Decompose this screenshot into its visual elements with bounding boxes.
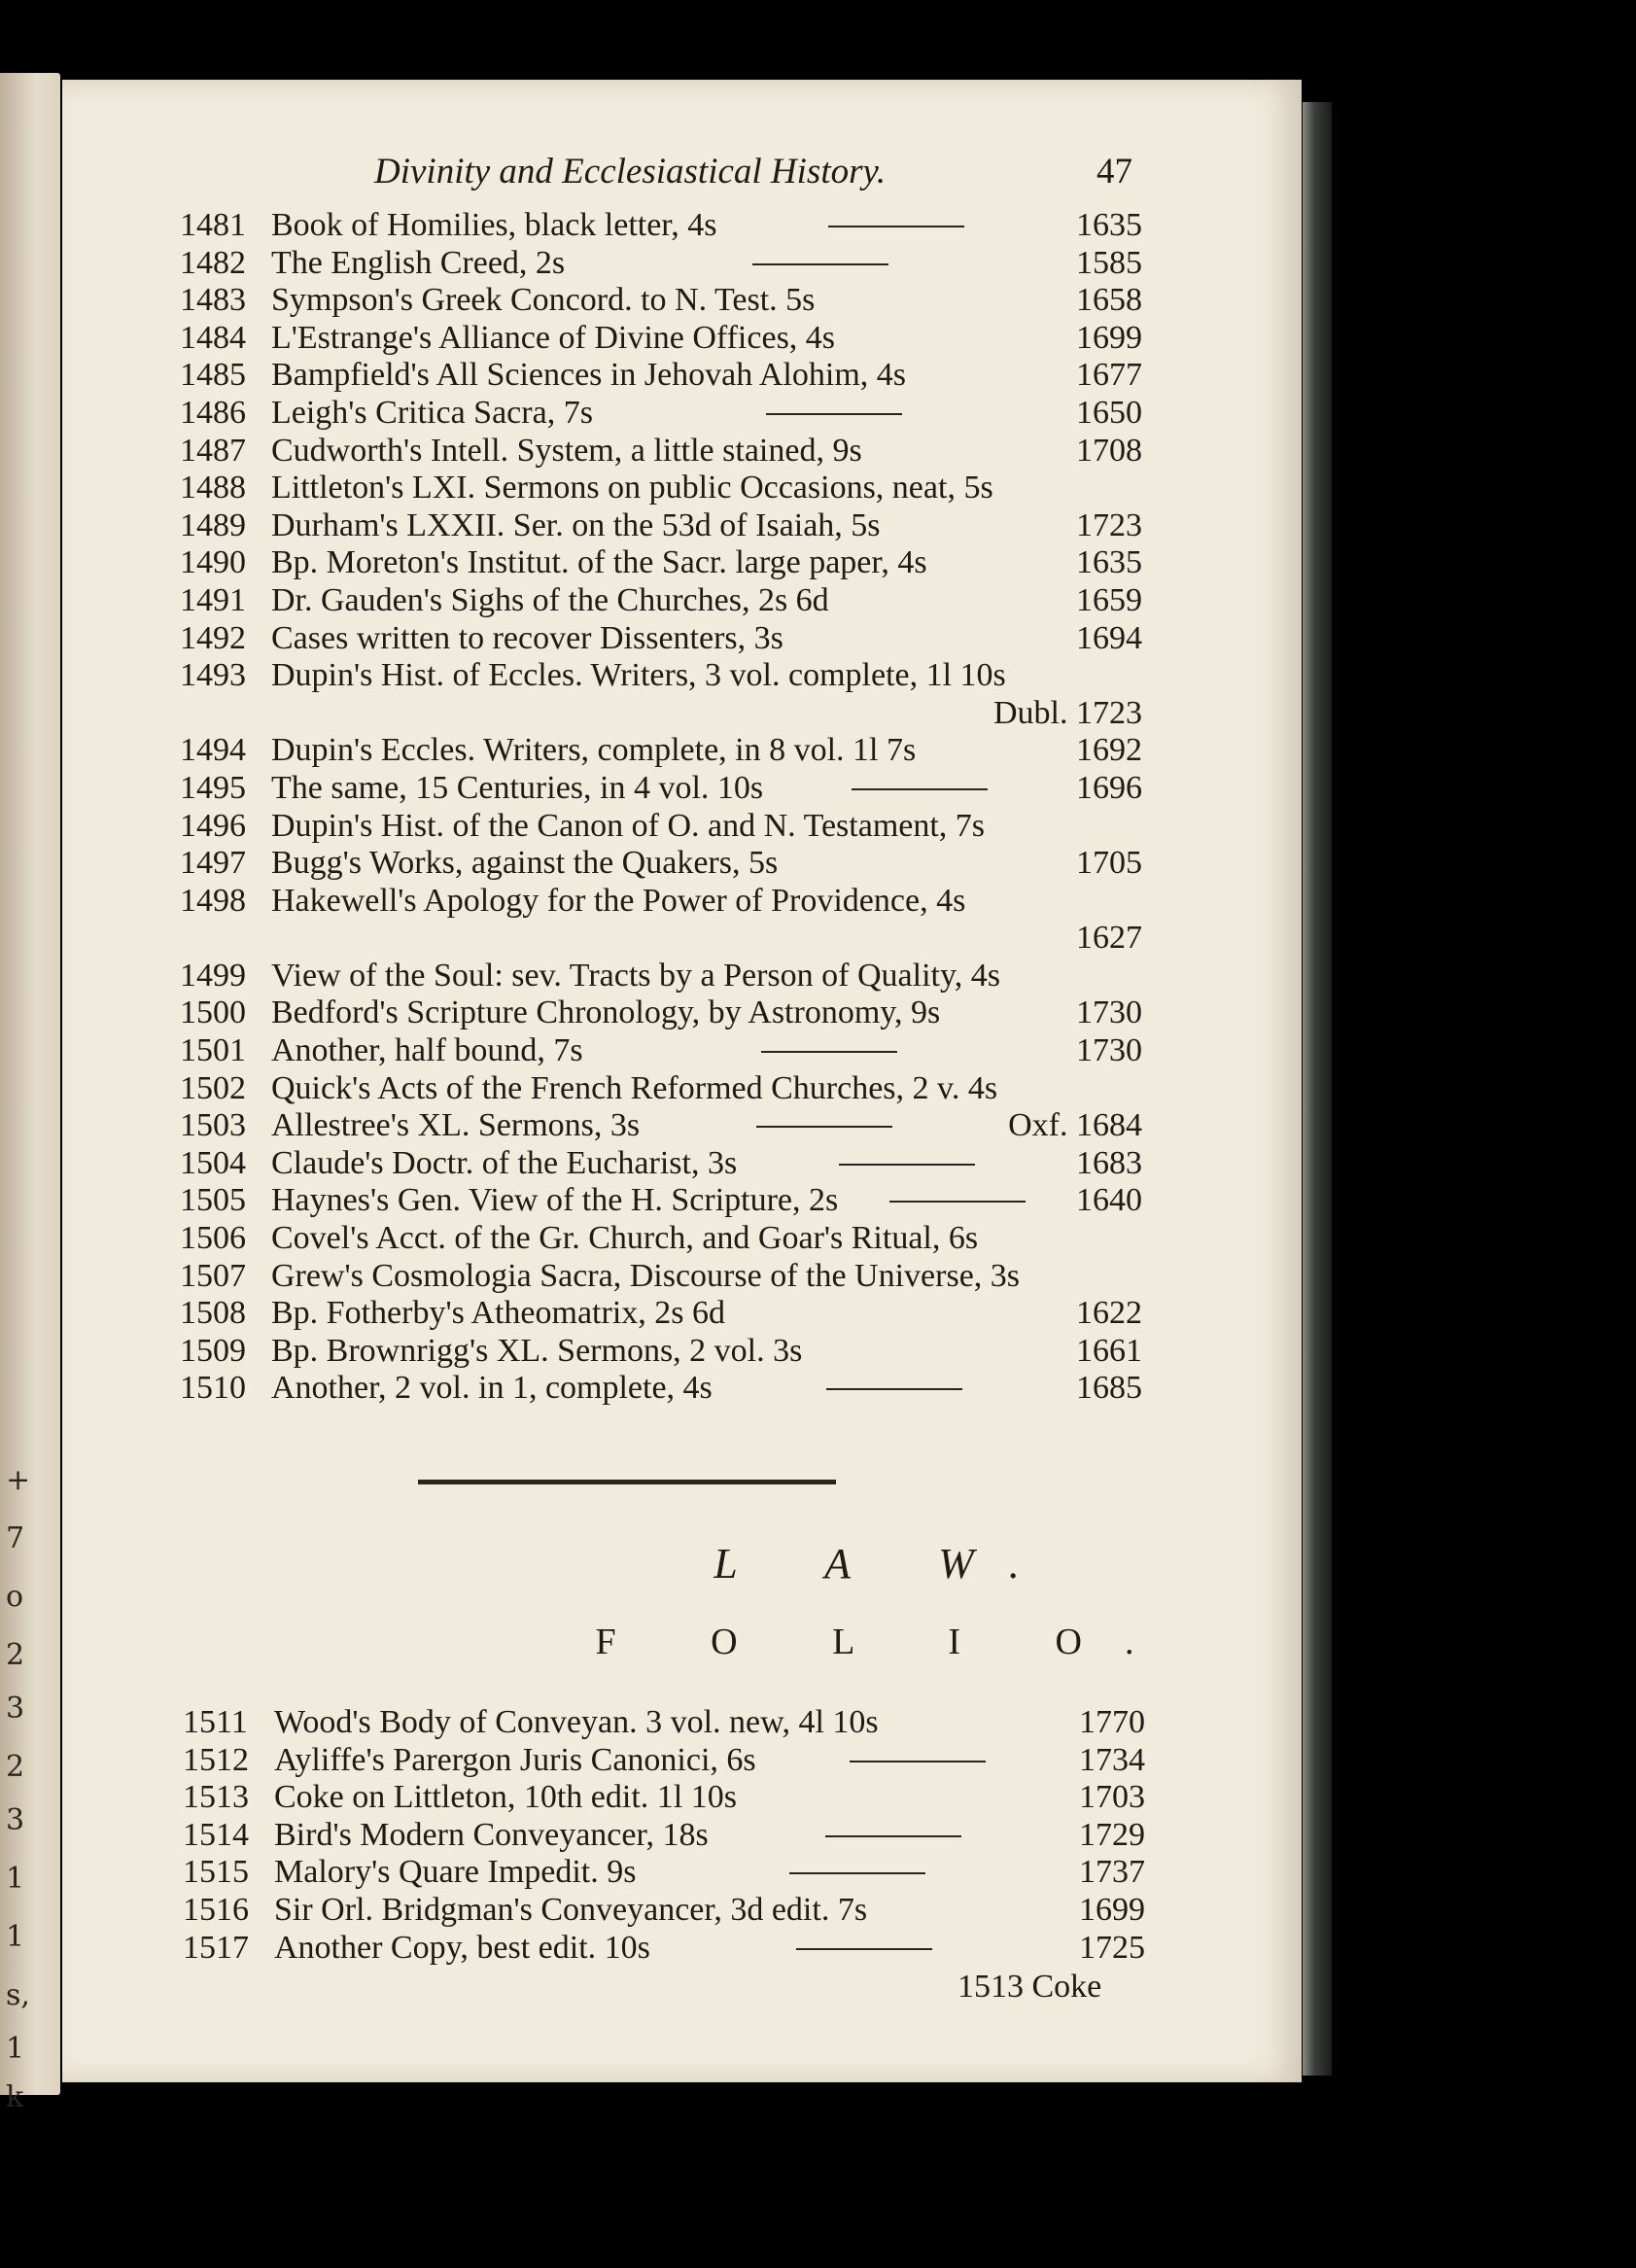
catalogue-entry <box>180 994 1142 1032</box>
catalogue-entry <box>180 507 1142 545</box>
leader-dash <box>852 788 988 790</box>
entry-number: 1485 <box>180 357 246 394</box>
entry-number: 1509 <box>180 1332 246 1369</box>
entry-year: 1699 <box>1079 1891 1145 1928</box>
entry-number: 1517 <box>183 1929 249 1966</box>
entry-description: L'Estrange's Alliance of Divine Offices, 4s <box>271 319 836 356</box>
entry-description: Bedford's Scripture Chronology, by Astronomy, 9s <box>271 994 941 1031</box>
entry-number: 1495 <box>180 769 246 806</box>
entry-year: 1640 <box>1076 1182 1142 1219</box>
leader-dash <box>839 1164 975 1166</box>
catalogue-entry <box>180 620 1142 658</box>
entry-description: Bugg's Works, against the Quakers, 5s <box>271 845 779 882</box>
entry-number: 1516 <box>183 1891 249 1928</box>
entry-year: 1737 <box>1079 1854 1145 1891</box>
entry-year: 1658 <box>1076 282 1142 319</box>
entry-description: 1627 <box>1076 920 1142 957</box>
entry-number: 1512 <box>183 1741 249 1778</box>
catalogue-entry <box>180 544 1142 582</box>
entry-year: 1729 <box>1079 1816 1145 1853</box>
entry-number: 1505 <box>180 1182 246 1219</box>
entry-year: 1708 <box>1076 432 1142 469</box>
catalogue-entry <box>180 395 1142 433</box>
catalogue-entry <box>180 1145 1142 1183</box>
entry-description: Another, half bound, 7s <box>271 1032 583 1069</box>
entry-description: The same, 15 Centuries, in 4 vol. 10s <box>271 769 764 806</box>
entry-year: 1585 <box>1076 244 1142 281</box>
entry-description: Another Copy, best edit. 10s <box>274 1929 650 1966</box>
facing-page-fragment: 3 <box>6 1803 25 1837</box>
entry-number: 1504 <box>180 1144 246 1181</box>
facing-page-fragment: o <box>6 1580 24 1614</box>
entry-year: 1730 <box>1076 1032 1142 1069</box>
entry-description: Quick's Acts of the French Reformed Churches, 2 v. 4s <box>271 1069 998 1106</box>
section-divider-rule <box>418 1480 836 1484</box>
header-title: Divinity and Ecclesiastical History. <box>374 152 887 192</box>
entry-year: 1770 <box>1079 1704 1145 1740</box>
entry-number: 1511 <box>183 1704 248 1740</box>
catalogue-entry <box>180 1370 1142 1408</box>
entry-number: 1515 <box>183 1854 249 1891</box>
entry-year: 1734 <box>1079 1741 1145 1778</box>
entry-year: 1659 <box>1076 581 1142 618</box>
catalogue-entry <box>180 433 1142 471</box>
entry-year: 1635 <box>1076 544 1142 581</box>
entry-number: 1498 <box>180 882 246 919</box>
entry-description: Dr. Gauden's Sighs of the Churches, 2s 6d <box>271 581 829 618</box>
entry-description: Claude's Doctr. of the Eucharist, 3s <box>271 1144 738 1181</box>
entry-number: 1502 <box>180 1069 246 1106</box>
entry-description: Bampfield's All Sciences in Jehovah Alohim, 4s <box>271 357 907 394</box>
entry-description: Bp. Fotherby's Atheomatrix, 2s 6d <box>271 1295 726 1332</box>
entry-description: Leigh's Critica Sacra, 7s <box>271 394 593 431</box>
leader-dash <box>766 413 902 415</box>
catalogue-entry <box>180 1107 1142 1145</box>
entry-year: 1622 <box>1076 1295 1142 1332</box>
entry-description: Wood's Body of Conveyan. 3 vol. new, 4l 10s <box>274 1704 879 1740</box>
running-header <box>374 151 1132 199</box>
leader-dash <box>752 263 888 265</box>
entry-description: Covel's Acct. of the Gr. Church, and Goar's Ritual, 6s <box>271 1220 979 1257</box>
entry-number: 1481 <box>180 207 246 243</box>
catalogue-entry <box>180 657 1142 695</box>
entry-year: 1683 <box>1076 1144 1142 1181</box>
entry-year: 1650 <box>1076 394 1142 431</box>
entry-description: Ayliffe's Parergon Juris Canonici, 6s <box>274 1741 756 1778</box>
facing-page-fragment: 1 <box>6 2032 25 2066</box>
facing-page-fragment: 2 <box>6 1638 25 1672</box>
binding-gutter <box>1303 102 1332 2076</box>
entry-year: 1696 <box>1076 769 1142 806</box>
catalogue-entry <box>180 1032 1142 1070</box>
catalogue-entry <box>183 1854 1145 1892</box>
entry-description: Hakewell's Apology for the Power of Providence, 4s <box>271 882 966 919</box>
entry-year: 1694 <box>1076 619 1142 656</box>
entry-year: 1677 <box>1076 357 1142 394</box>
catalogue-entry <box>180 470 1142 507</box>
entry-year: 1705 <box>1076 845 1142 882</box>
catalogue-entry <box>180 1333 1142 1371</box>
catalogue-entry <box>180 282 1142 320</box>
leader-dash <box>826 1388 962 1390</box>
entry-number: 1486 <box>180 394 246 431</box>
entry-year: 1699 <box>1076 319 1142 356</box>
entry-description: Allestree's XL. Sermons, 3s <box>271 1107 641 1144</box>
entry-number: 1506 <box>180 1220 246 1257</box>
entry-number: 1503 <box>180 1107 246 1144</box>
catalogue-entry <box>180 958 1142 995</box>
entry-description: Cudworth's Intell. System, a little stained, 9s <box>271 432 862 469</box>
catalogue-entry <box>183 1817 1145 1855</box>
entry-description: Sir Orl. Bridgman's Conveyancer, 3d edit. 7s <box>274 1891 868 1928</box>
entry-number: 1493 <box>180 657 246 694</box>
entry-number: 1491 <box>180 581 246 618</box>
facing-page-fragment: 2 <box>6 1750 25 1784</box>
entry-description: Coke on Littleton, 10th edit. 1l 10s <box>274 1779 737 1816</box>
catalogue-entry <box>180 808 1142 846</box>
entry-number: 1501 <box>180 1032 246 1069</box>
leader-dash <box>789 1872 925 1874</box>
catalogue-entry <box>183 1742 1145 1780</box>
entry-year: 1730 <box>1076 994 1142 1031</box>
catalogue-entry <box>183 1704 1145 1742</box>
entry-number: 1496 <box>180 807 246 844</box>
facing-page-fragment: s, <box>6 1978 30 2012</box>
catalogue-entry <box>180 732 1142 770</box>
entry-description: Grew's Cosmologia Sacra, Discourse of the Universe, 3s <box>271 1257 1021 1294</box>
facing-page-fragment: 1 <box>6 1920 25 1954</box>
entry-year: 1725 <box>1079 1929 1145 1966</box>
entry-number: 1482 <box>180 244 246 281</box>
entry-description: Another, 2 vol. in 1, complete, 4s <box>271 1370 713 1407</box>
entry-description: The English Creed, 2s <box>271 244 566 281</box>
catalogue-entry <box>180 245 1142 283</box>
catalogue-entry <box>180 207 1142 245</box>
entry-year: 1635 <box>1076 207 1142 243</box>
catalogue-entry <box>180 1182 1142 1220</box>
entry-number: 1490 <box>180 544 246 581</box>
leader-dash <box>828 226 964 227</box>
entry-number: 1494 <box>180 732 246 769</box>
entry-year: 1685 <box>1076 1370 1142 1407</box>
catalogue-entry <box>180 1070 1142 1108</box>
entry-number: 1483 <box>180 282 246 319</box>
entry-number: 1507 <box>180 1257 246 1294</box>
catalogue-entries-divinity <box>180 207 1142 1408</box>
page-number: 47 <box>1096 152 1132 192</box>
entry-description: Cases written to recover Dissenters, 3s <box>271 619 783 656</box>
catalogue-entry <box>180 320 1142 358</box>
catalogue-entry <box>180 883 1142 921</box>
catalogue-entry <box>180 845 1142 883</box>
entry-number: 1499 <box>180 957 246 994</box>
entry-number: 1487 <box>180 432 246 469</box>
entry-number: 1500 <box>180 994 246 1031</box>
entry-year: Oxf. 1684 <box>1008 1107 1142 1144</box>
entry-year: 1703 <box>1079 1779 1145 1816</box>
entry-description: Littleton's LXI. Sermons on public Occasions, neat, 5s <box>271 470 993 506</box>
entry-description: Malory's Quare Impedit. 9s <box>274 1854 637 1891</box>
entry-description: View of the Soul: sev. Tracts by a Person of Quality, 4s <box>271 957 1000 994</box>
leader-dash <box>761 1051 897 1053</box>
entry-description: Bird's Modern Conveyancer, 18s <box>274 1816 709 1853</box>
entry-number: 1484 <box>180 319 246 356</box>
facing-page-fragment: k <box>6 2080 24 2114</box>
entry-number: 1514 <box>183 1816 249 1853</box>
catalogue-entry <box>183 1779 1145 1817</box>
entry-number: 1508 <box>180 1295 246 1332</box>
catalogue-entry <box>180 1220 1142 1258</box>
entry-number: 1510 <box>180 1370 246 1407</box>
leader-dash <box>796 1948 932 1950</box>
leader-dash <box>756 1126 892 1128</box>
catalogue-entry <box>183 1892 1145 1930</box>
facing-page-fragment: 7 <box>6 1521 25 1555</box>
entry-description: Durham's LXXII. Ser. on the 53d of Isaiah, 5s <box>271 506 881 543</box>
entry-number: 1513 <box>183 1779 249 1816</box>
entry-description: Dubl. 1723 <box>993 694 1142 731</box>
entry-description: Bp. Moreton's Institut. of the Sacr. large paper, 4s <box>271 544 927 581</box>
catalogue-entry <box>180 1295 1142 1333</box>
entry-description: Dupin's Hist. of the Canon of O. and N. Testament, 7s <box>271 807 986 844</box>
entry-description: Dupin's Eccles. Writers, complete, in 8 vol. 1l 7s <box>271 732 917 769</box>
entry-number: 1497 <box>180 845 246 882</box>
catalogue-entry <box>180 920 1142 958</box>
catalogue-entry <box>180 695 1142 733</box>
entry-year: 1661 <box>1076 1332 1142 1369</box>
catalogue-entry <box>180 1258 1142 1296</box>
leader-dash <box>889 1201 1026 1203</box>
entry-number: 1489 <box>180 506 246 543</box>
subsection-title-folio: F O L I O. <box>595 1622 1177 1662</box>
entry-number: 1492 <box>180 619 246 656</box>
leader-dash <box>825 1835 961 1837</box>
entry-year: 1723 <box>1076 506 1142 543</box>
facing-page-fragment: 3 <box>6 1692 25 1726</box>
catchword: 1513 Coke <box>957 1969 1102 2005</box>
catalogue-entry <box>180 770 1142 808</box>
leader-dash <box>850 1761 986 1762</box>
catalogue-entry <box>180 357 1142 395</box>
facing-page-fragment: 1 <box>6 1862 25 1896</box>
entry-description: Book of Homilies, black letter, 4s <box>271 207 717 243</box>
catalogue-entry <box>183 1930 1145 1968</box>
facing-page-edge <box>0 73 60 2114</box>
catalogue-entries-law <box>183 1704 1145 1967</box>
entry-year: 1692 <box>1076 732 1142 769</box>
entry-description: Bp. Brownrigg's XL. Sermons, 2 vol. 3s <box>271 1332 803 1369</box>
section-title-law: L A W. <box>714 1540 1059 1588</box>
facing-page-fragment: + <box>6 1463 31 1497</box>
entry-description: Haynes's Gen. View of the H. Scripture, 2s <box>271 1182 839 1219</box>
entry-number: 1488 <box>180 470 246 506</box>
catalogue-entry <box>180 582 1142 620</box>
entry-description: Dupin's Hist. of Eccles. Writers, 3 vol. complete, 1l 10s <box>271 657 1006 694</box>
entry-description: Sympson's Greek Concord. to N. Test. 5s <box>271 282 816 319</box>
